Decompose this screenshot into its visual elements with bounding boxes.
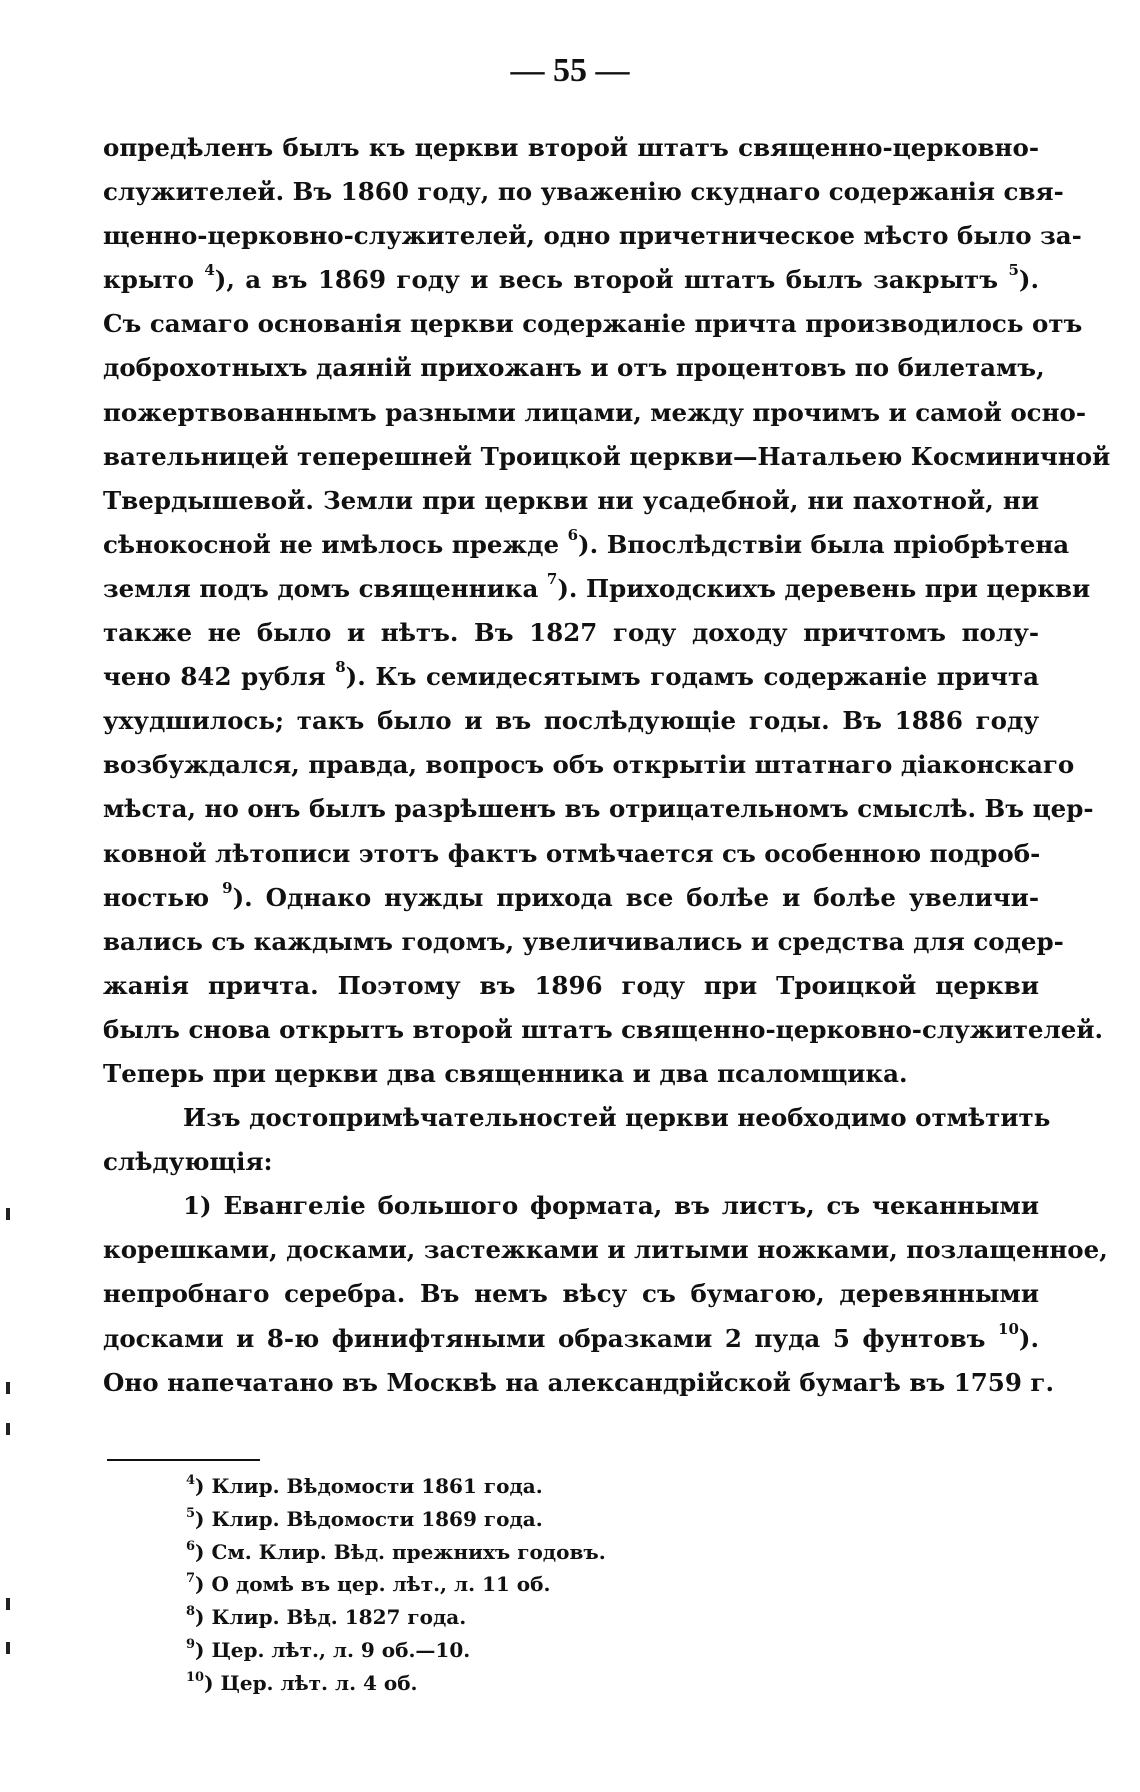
footnote-mark: 8 [186, 1604, 196, 1620]
text-line [103, 876, 1039, 920]
footnote-ref: 10 [998, 1319, 1019, 1338]
text-line [103, 258, 1039, 302]
text-line: слѣдующія: [103, 1147, 273, 1177]
footnotes [186, 1470, 606, 1700]
text-line: Теперь при церкви два священника и два псаломщика. [103, 1058, 908, 1088]
footnote-text: ) Цер. лѣт. л. 4 об. [204, 1670, 418, 1695]
text-line: мѣста, но онъ былъ разрѣшенъ въ отрицательномъ смыслѣ. Въ цер- [103, 794, 1094, 824]
text-segment: досками и 8-ю финифтяными образками 2 пуда 5 фунтовъ [103, 1323, 986, 1353]
margin-mark [6, 1598, 10, 1610]
text-line: корешками, досками, застежками и литыми ножками, позлащенное, [103, 1235, 1108, 1265]
footnote-mark: 7 [186, 1571, 196, 1587]
footnote-ref: 9 [222, 878, 233, 897]
text-line: вались съ каждымъ годомъ, увеличивались и средства для содер- [103, 926, 1064, 956]
text-line: опредѣленъ былъ къ церкви второй штатъ священно-церковно- [103, 133, 1039, 162]
footnote-mark: 4 [186, 1473, 196, 1488]
footnote-mark: 9 [186, 1636, 196, 1652]
text-line: доброхотныхъ даяній прихожанъ и отъ процентовъ по билетамъ, [103, 353, 1045, 383]
text-line: возбуждался, правда, вопросъ объ открытіи штатнаго діаконскаго [103, 750, 1075, 780]
footnote-ref: 4 [204, 261, 215, 280]
text-segment: ), а въ 1869 году и весь второй штатъ былъ закрытъ [214, 265, 999, 295]
text-line: Съ самаго основанія церкви содержаніе причта производилось отъ [103, 309, 1083, 339]
text-line: ковной лѣтописи этотъ фактъ отмѣчается съ особенною подроб- [103, 838, 1041, 868]
text-segment: крыто [103, 265, 194, 295]
footnote-text: ) См. Клир. Вѣд. прежнихъ годовъ. [195, 1539, 606, 1564]
text-line [103, 1317, 1039, 1361]
text-segment: земля подъ домъ священника [103, 573, 539, 603]
footnote [186, 1536, 606, 1569]
footnote-text: ) Клир. Вѣдомости 1861 года. [195, 1474, 543, 1498]
footnote-mark: 5 [186, 1505, 196, 1521]
text-line [103, 567, 1091, 611]
margin-mark [6, 1382, 10, 1394]
footnote-ref: 8 [335, 658, 346, 677]
footnote [186, 1503, 606, 1536]
footnote [186, 1470, 606, 1503]
text-line: 1) Евангеліе большого формата, въ листъ, съ чеканными [183, 1191, 1039, 1221]
text-segment: ). Приходскихъ деревень при церкви [557, 573, 1091, 603]
text-segment: ностью [103, 882, 210, 912]
text-line: ухудшилось; такъ было и въ послѣдующіе годы. Въ 1886 году [103, 706, 1039, 736]
text-line: вательницей теперешней Троицкой церкви—Натальею Косминичной [103, 441, 1111, 471]
footnote-text: ) Цер. лѣт., л. 9 об.—10. [195, 1637, 471, 1662]
footnote [186, 1601, 606, 1634]
margin-mark [6, 1423, 10, 1435]
text-line: Твердышевой. Земли при церкви ни усадебной, ни пахотной, ни [103, 485, 1039, 515]
text-segment: ). Однако нужды прихода все болѣе и болѣе увеличи- [232, 882, 1040, 912]
footnote-text: ) Клир. Вѣдомости 1869 года. [195, 1506, 543, 1531]
text-segment: ). [1018, 1323, 1040, 1353]
footnote [186, 1634, 606, 1667]
text-line: былъ снова открытъ второй штатъ священно-церковно-служителей. [103, 1014, 1104, 1044]
text-line: служителей. Въ 1860 году, по уваженію скуднаго содержанія свя- [103, 177, 1064, 207]
footnote-divider [107, 1459, 260, 1461]
text-segment: ). Впослѣдствіи была пріобрѣтена [578, 529, 1070, 559]
footnote-text: ) О домѣ въ цер. лѣт., л. 11 об. [195, 1572, 551, 1597]
footnote-text: ) Клир. Вѣд. 1827 года. [195, 1605, 467, 1630]
text-line [103, 655, 1039, 699]
text-line: жанія причта. Поэтому въ 1896 году при Троицкой церкви [103, 970, 1039, 1000]
margin-mark [6, 1208, 10, 1220]
footnote [186, 1568, 606, 1601]
page-number: — 55 — [510, 52, 630, 89]
footnote-ref: 6 [567, 525, 579, 544]
text-segment: сѣнокосной не имѣлось прежде [103, 529, 560, 559]
text-line: пожертвованнымъ разными лицами, между прочимъ и самой осно- [103, 397, 1087, 427]
footnote-ref: 7 [546, 569, 558, 588]
body-text [103, 126, 1111, 1405]
text-line: непробнаго серебра. Въ немъ вѣсу съ бумагою, деревянными [103, 1279, 1039, 1309]
margin-mark [6, 1642, 10, 1654]
footnote [186, 1667, 606, 1700]
text-line: Изъ достопримѣчательностей церкви необходимо отмѣтить [183, 1103, 1051, 1133]
text-segment: чено 842 рубля [103, 662, 326, 692]
text-line: щенно-церковно-служителей, одно причетническое мѣсто было за- [103, 221, 1082, 251]
text-line [103, 523, 1070, 567]
footnote-ref: 5 [1008, 261, 1019, 280]
text-line: также не было и нѣтъ. Въ 1827 году доходу причтомъ полу- [103, 618, 1039, 648]
text-segment: ). Къ семидесятымъ годамъ содержаніе причта [345, 662, 1039, 692]
text-segment: ). [1018, 265, 1039, 295]
footnote-mark: 6 [186, 1538, 196, 1554]
text-line: Оно напечатано въ Москвѣ на александрійской бумагѣ въ 1759 г. [103, 1367, 1054, 1397]
footnote-mark: 10 [186, 1669, 205, 1685]
